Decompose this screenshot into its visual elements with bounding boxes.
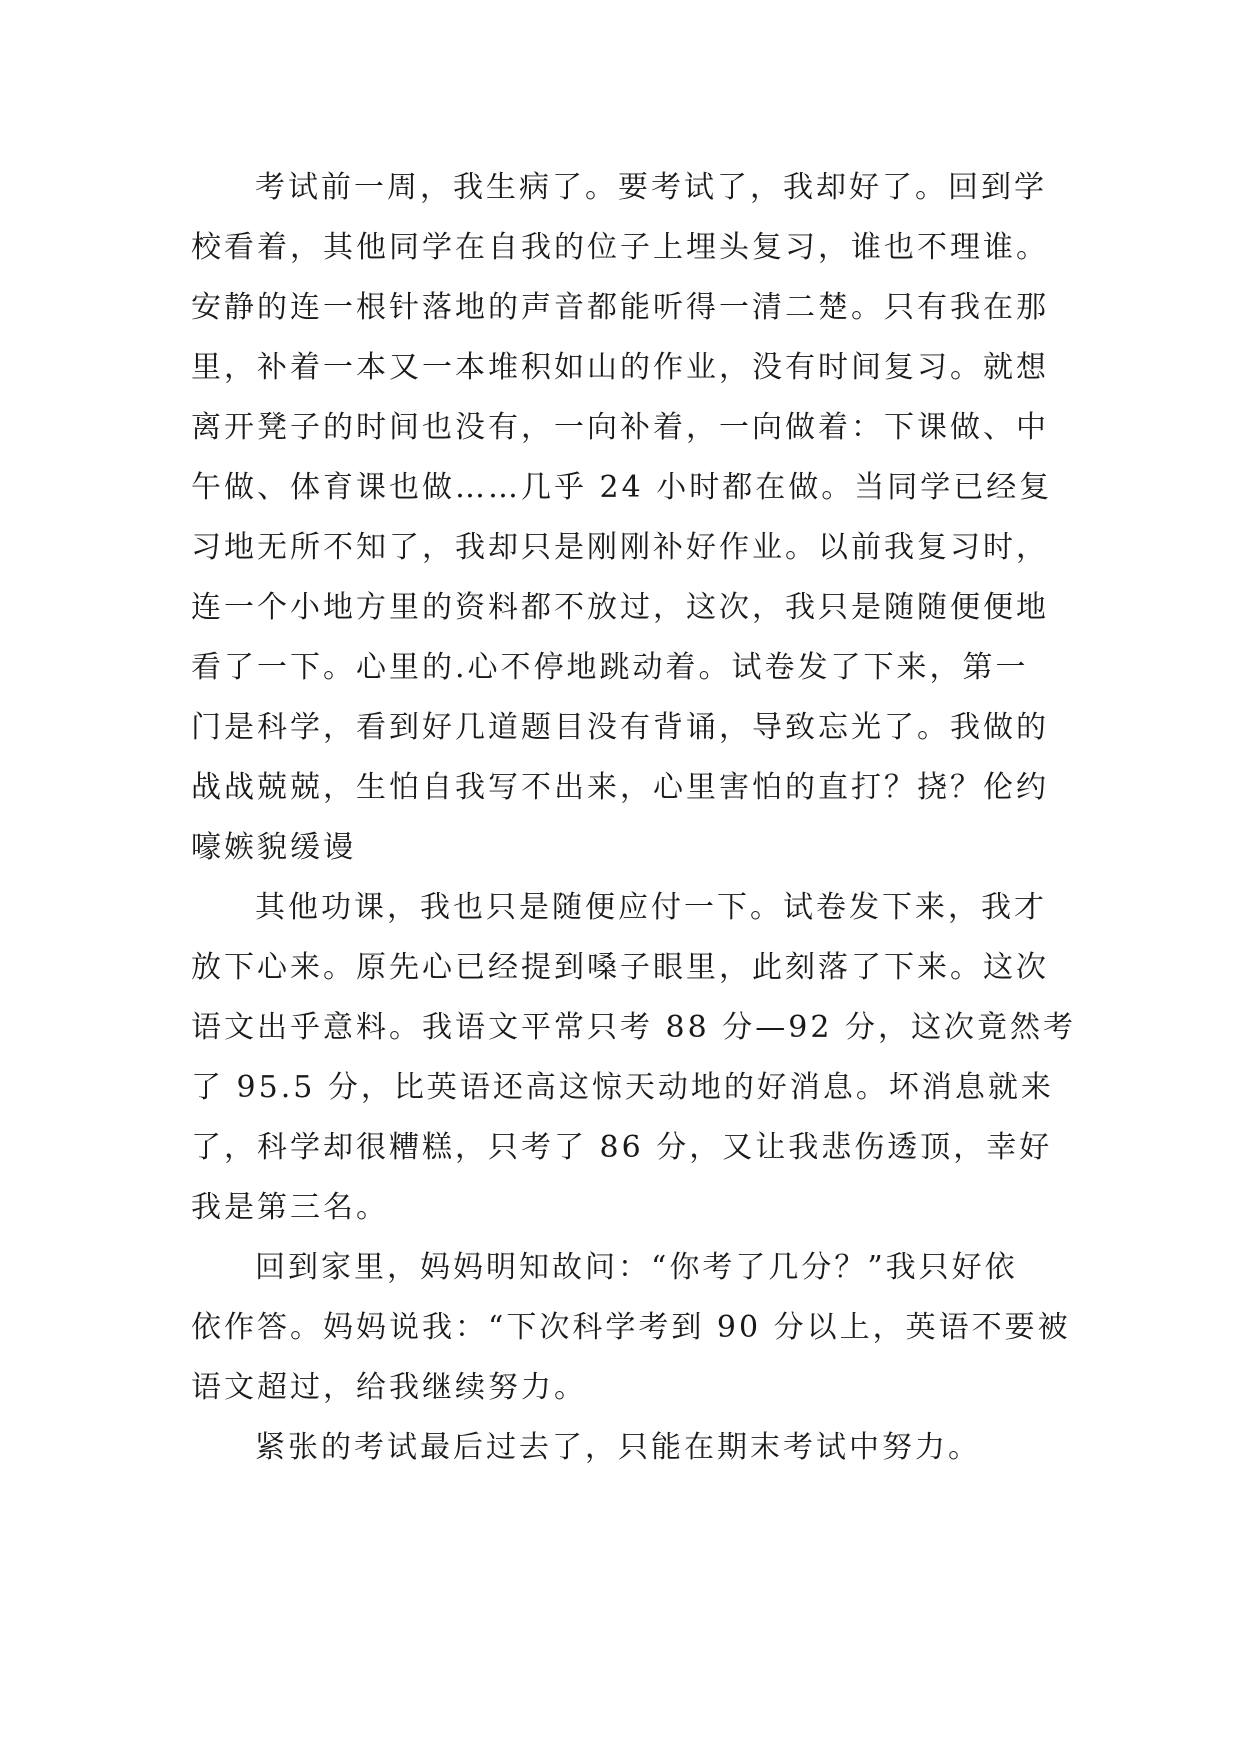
text-line: 放下心来。原先心已经提到嗓子眼里，此刻落了下来。这次	[191, 950, 1049, 985]
text-line: 回到家里，妈妈明知故问：“你考了几分？”我只好依	[255, 1250, 1018, 1285]
text-line: 午做、体育课也做……几乎 24 小时都在做。当同学已经复	[191, 470, 1053, 505]
paragraph-2	[191, 878, 1076, 1238]
document-body	[191, 158, 1076, 1478]
text-line: 离开凳子的时间也没有，一向补着，一向做着：下课做、中	[191, 410, 1049, 445]
text-line: 考试前一周，我生病了。要考试了，我却好了。回到学	[255, 170, 1047, 205]
paragraph-3	[191, 1238, 1071, 1418]
text-line: 看了一下。心里的.心不停地跳动着。试卷发了下来，第一	[191, 650, 1029, 685]
text-line: 连一个小地方里的资料都不放过，这次，我只是随随便便地	[191, 590, 1049, 625]
text-line: 我是第三名。	[191, 1190, 389, 1225]
text-line: 校看着，其他同学在自我的位子上埋头复习，谁也不理谁。	[191, 230, 1049, 265]
text-line: 语文出乎意料。我语文平常只考 88 分—92 分，这次竟然考	[191, 1010, 1076, 1045]
text-line: 习地无所不知了，我却只是刚刚补好作业。以前我复习时，	[191, 530, 1049, 565]
text-line: 了 95.5 分，比英语还高这惊天动地的好消息。坏消息就来	[191, 1070, 1054, 1105]
text-line: 安静的连一根针落地的声音都能听得一清二楚。只有我在那	[191, 290, 1049, 325]
text-line: 门是科学，看到好几道题目没有背诵，导致忘光了。我做的	[191, 710, 1049, 745]
text-line: 战战兢兢，生怕自我写不出来，心里害怕的直打？挠？伦约	[191, 770, 1049, 805]
text-line: 嚎嫉貌缓谩	[191, 830, 356, 865]
text-line: 里，补着一本又一本堆积如山的作业，没有时间复习。就想	[191, 350, 1049, 385]
paragraph-1	[191, 158, 1067, 878]
text-line: 了，科学却很糟糕，只考了 86 分，又让我悲伤透顶，幸好	[191, 1130, 1053, 1165]
text-line: 紧张的考试最后过去了，只能在期末考试中努力。	[255, 1430, 981, 1465]
text-line: 其他功课，我也只是随便应付一下。试卷发下来，我才	[255, 890, 1047, 925]
text-line: 语文超过，给我继续努力。	[191, 1370, 587, 1405]
text-line: 依作答。妈妈说我：“下次科学考到 90 分以上，英语不要被	[191, 1310, 1071, 1345]
paragraph-4	[191, 1418, 1067, 1478]
